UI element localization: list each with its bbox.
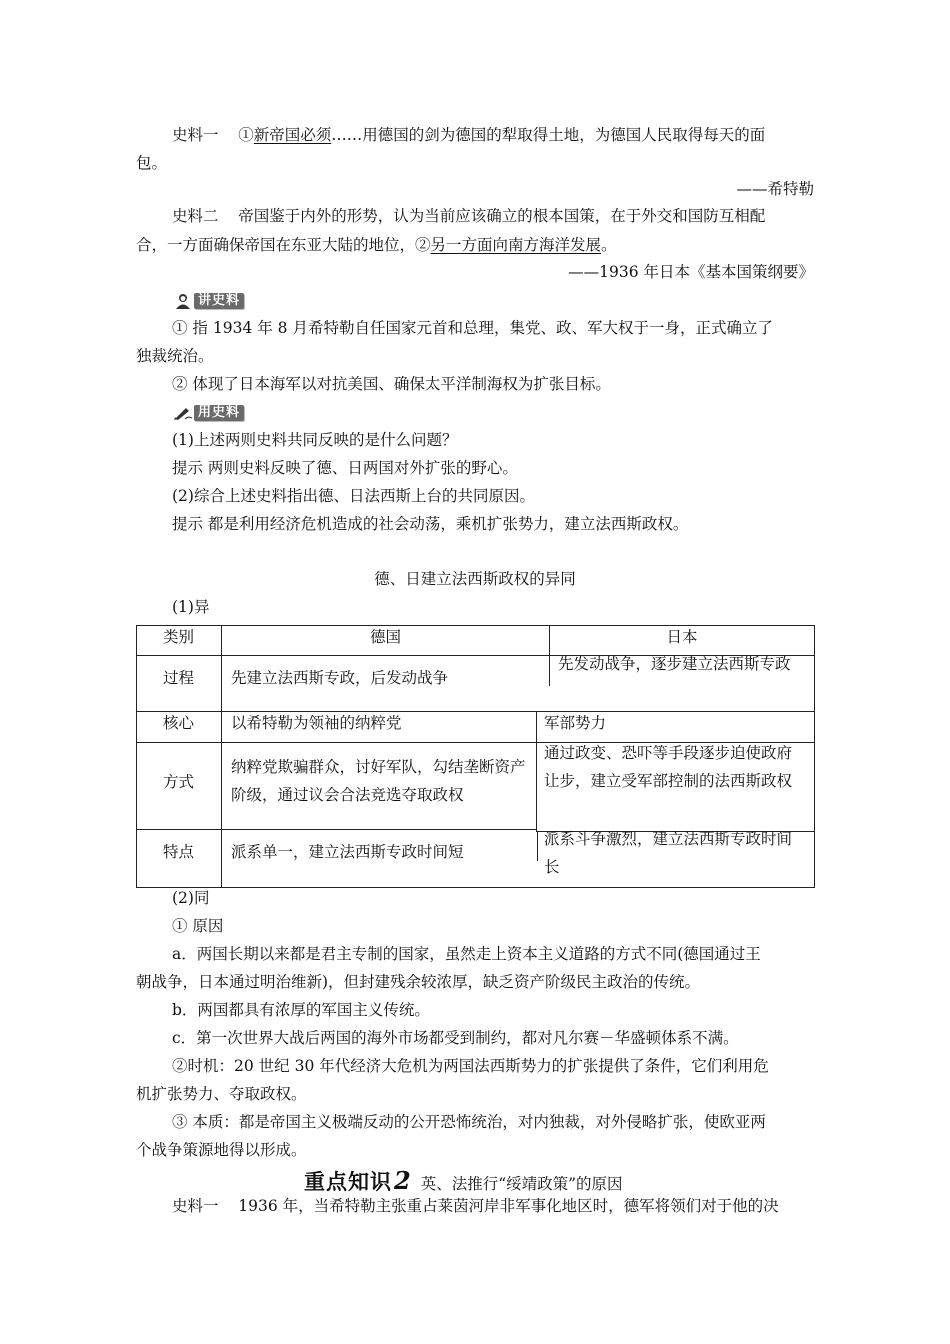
- cause-a-line1: a．两国长期以来都是君主专制的国家，虽然走上资本主义道路的方式不同(德国通过王: [172, 945, 761, 963]
- nature-line1: ③ 本质：都是帝国主义极端反动的公开恐怖统治，对内独裁，对外侵略扩张，使欧亚两: [172, 1113, 766, 1131]
- key-knowledge-subtitle: 英、法推行“绥靖政策”的原因: [420, 1175, 623, 1193]
- pen-icon: [172, 404, 194, 422]
- source1-underlined: 新帝国必须: [253, 126, 332, 144]
- source2-line2-end: 。: [601, 236, 617, 254]
- row-process-germany: 先建立法西斯专政，后发动战争: [231, 669, 449, 687]
- source2-line2: [136, 235, 617, 255]
- source2-underlined: 另一方面向南方海洋发展: [430, 236, 602, 254]
- use-a1: 提示 两则史料反映了德、日两国对外扩张的野心。: [172, 459, 518, 477]
- diff-label: (1)异: [172, 598, 210, 616]
- explain-badge: [172, 291, 244, 311]
- row-method-germany: 纳粹党欺骗群众，讨好军队，勾结垄断资产阶级，通过议会合法竞选夺取政权: [231, 758, 526, 804]
- cause-b: b．两国都具有浓厚的军国主义传统。: [172, 1001, 430, 1019]
- source1-attribution: ——希特勒: [736, 180, 814, 198]
- use-q2: (2)综合上述史料指出德、日法西斯上台的共同原因。: [172, 487, 535, 505]
- header-category: 类别: [162, 628, 194, 646]
- use-q1: (1)上述两则史料共同反映的是什么问题？: [172, 431, 458, 449]
- teacher-icon: [172, 292, 194, 310]
- row-feature-japan: 派系斗争激烈，建立法西斯专政时间长: [544, 830, 793, 876]
- row-method-japan: 通过政变、恐吓等手段逐步迫使政府让步，建立受军部控制的法西斯政权: [544, 744, 793, 790]
- compare-title: 德、日建立法西斯政权的异同: [374, 570, 576, 588]
- source2-line2-text: 合，一方面确保帝国在东亚大陆的地位，②: [136, 236, 431, 254]
- comparison-table: [136, 625, 814, 887]
- source2-attribution: ——1936 年日本《基本国策纲要》: [568, 263, 814, 281]
- use-badge-label: 用史料: [194, 405, 244, 421]
- cause-label: ① 原因: [172, 917, 224, 935]
- key2-source-text: 1936 年，当希特勒主张重占莱茵河岸非军事化地区时，德军将领们对于他的决: [238, 1197, 779, 1215]
- row-process-category: 过程: [162, 669, 194, 687]
- explain-badge-label: 讲史料: [194, 293, 244, 309]
- row-core-germany: 以希特勒为领袖的纳粹党: [231, 714, 402, 732]
- timing-line1: ②时机：20 世纪 30 年代经济大危机为两国法西斯势力的扩张提供了条件，它们利用危: [172, 1057, 769, 1075]
- source1-rest: ……用德国的剑为德国的犁取得土地，为德国人民取得每天的面: [331, 126, 766, 144]
- explain-item1-line1: ① 指 1934 年 8 月希特勒自任国家元首和总理，集党、政、军大权于一身，正式确立了: [172, 319, 773, 337]
- row-feature-germany: 派系单一，建立法西斯专政时间短: [231, 843, 464, 861]
- header-japan: 日本: [666, 628, 698, 646]
- row-method-category: 方式: [162, 773, 194, 791]
- cause-c: c．第一次世界大战后两国的海外市场都受到制约，都对凡尔赛－华盛顿体系不满。: [172, 1029, 739, 1047]
- source2-text: 帝国鉴于内外的形势，认为当前应该确立的根本国策，在于外交和国防互相配: [238, 207, 766, 225]
- explain-item1-line2: 独裁统治。: [136, 347, 214, 365]
- timing-line2: 机扩张势力、夺取政权。: [136, 1085, 307, 1103]
- source1-marker: ①: [238, 126, 254, 144]
- source1-label: 史料一: [172, 126, 219, 144]
- use-badge: [172, 403, 244, 423]
- key-knowledge-title: 重点知识: [304, 1170, 392, 1194]
- row-process-japan: 先发动战争，逐步建立法西斯专政: [558, 655, 791, 673]
- cause-a-line2: 朝战争，日本通过明治维新)，但封建残余较浓厚，缺乏资产阶级民主政治的传统。: [136, 973, 701, 991]
- row-feature-category: 特点: [162, 843, 194, 861]
- same-label: (2)同: [172, 889, 210, 907]
- source1-line2: 包。: [136, 154, 168, 172]
- key-knowledge-number: 2: [394, 1166, 411, 1195]
- key2-source1: [172, 1196, 779, 1216]
- nature-line2: 个战争策源地得以形成。: [136, 1141, 307, 1159]
- key2-source-label: 史料一: [172, 1197, 219, 1215]
- explain-item2: ② 体现了日本海军以对抗美国、确保太平洋制海权为扩张目标。: [172, 375, 611, 393]
- key-knowledge-heading: [304, 1166, 623, 1196]
- row-core-japan: 军部势力: [544, 714, 607, 732]
- source2-line1: [172, 206, 765, 226]
- use-a2: 提示 都是利用经济危机造成的社会动荡，乘机扩张势力，建立法西斯政权。: [172, 515, 689, 533]
- row-core-category: 核心: [162, 714, 194, 732]
- header-germany: 德国: [369, 628, 401, 646]
- source1-line1: [172, 125, 765, 145]
- source2-label: 史料二: [172, 207, 219, 225]
